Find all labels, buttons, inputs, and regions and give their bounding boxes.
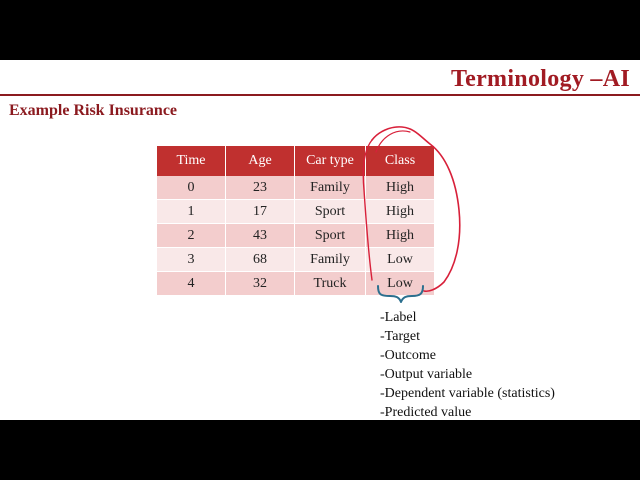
- table-row: [157, 200, 434, 224]
- cell-class: High: [366, 176, 434, 200]
- list-item: -Target: [380, 329, 420, 344]
- list-item: -Dependent variable (statistics): [380, 386, 555, 401]
- header-time: Time: [157, 146, 226, 176]
- cell-age: 68: [226, 248, 295, 272]
- table-row: [157, 176, 434, 200]
- list-item: -Label: [380, 310, 417, 325]
- cell-class: High: [366, 224, 434, 248]
- cell-car-type: Family: [295, 248, 366, 272]
- cell-age: 23: [226, 176, 295, 200]
- header-car-type: Car type: [295, 146, 366, 176]
- table-header-row: [157, 146, 434, 176]
- cell-time: 3: [157, 248, 226, 272]
- cell-time: 4: [157, 272, 226, 296]
- table-row: [157, 272, 434, 296]
- header-age: Age: [226, 146, 295, 176]
- title-divider: [0, 94, 640, 96]
- letterbox-top: [0, 0, 640, 60]
- cell-time: 0: [157, 176, 226, 200]
- cell-car-type: Sport: [295, 200, 366, 224]
- list-item: -Predicted value: [380, 405, 472, 420]
- cell-age: 32: [226, 272, 295, 296]
- letterbox-bottom: [0, 420, 640, 480]
- list-item: -Output variable: [380, 367, 473, 382]
- cell-class: High: [366, 200, 434, 224]
- cell-time: 2: [157, 224, 226, 248]
- risk-insurance-table: [157, 146, 434, 296]
- cell-class: Low: [366, 272, 434, 296]
- slide: [0, 60, 640, 420]
- cell-class: Low: [366, 248, 434, 272]
- cell-age: 17: [226, 200, 295, 224]
- slide-title: Terminology –AI: [451, 66, 630, 92]
- slide-subtitle: Example Risk Insurance: [9, 102, 178, 119]
- header-class: Class: [366, 146, 434, 176]
- label-terms-list: [380, 308, 555, 420]
- cell-car-type: Truck: [295, 272, 366, 296]
- cell-car-type: Sport: [295, 224, 366, 248]
- table-row: [157, 248, 434, 272]
- list-item: -Outcome: [380, 348, 436, 363]
- cell-car-type: Family: [295, 176, 366, 200]
- cell-age: 43: [226, 224, 295, 248]
- cell-time: 1: [157, 200, 226, 224]
- table-row: [157, 224, 434, 248]
